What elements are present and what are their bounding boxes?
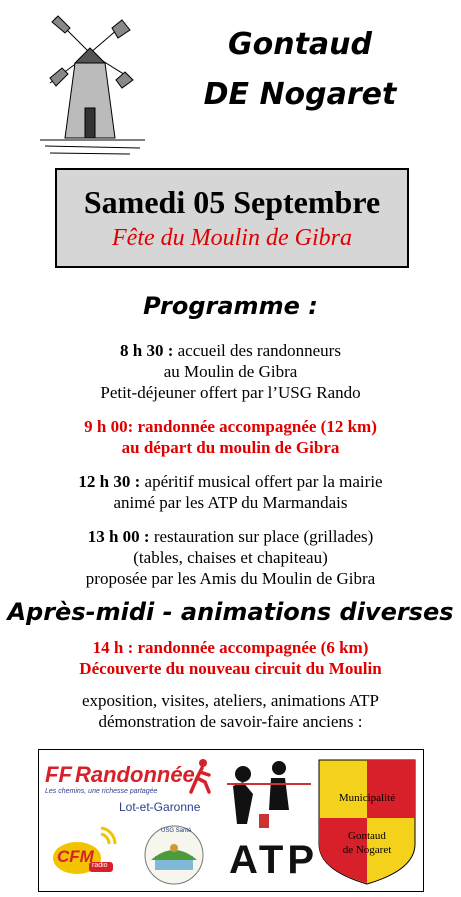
- programme-item-3-text: apéritif musical offert par la mairie: [140, 472, 383, 491]
- date-box: [55, 168, 409, 268]
- ffr-ff-text: FF: [45, 762, 72, 787]
- programme-item-2-line2: au départ du moulin de Gibra: [121, 438, 340, 457]
- programme-item-1-line3: Petit-déjeuner offert par l’USG Rando: [100, 383, 361, 402]
- hiker-icon: [187, 758, 213, 794]
- usg-text: USG Santé: [161, 828, 192, 834]
- afternoon-heading: Après-midi - animations diverses: [7, 598, 454, 626]
- afternoon-line2: démonstration de savoir-faire anciens :: [98, 712, 363, 731]
- ffr-tagline: Les chemins, une richesse partagée: [45, 788, 158, 795]
- cfm-small-text: radio: [92, 862, 108, 869]
- header-title-line1: Gontaud: [227, 27, 372, 62]
- municipalite-shield: [317, 758, 417, 886]
- atp-text: ATP: [229, 838, 319, 882]
- municipalite-name-1: Gontaud: [348, 830, 386, 842]
- programme-item-3-line1: [0, 471, 461, 492]
- afternoon-red-line2: Découverte du nouveau circuit du Moulin: [79, 659, 382, 678]
- cfm-radio-logo: [49, 824, 119, 884]
- programme-item-3-line2: animé par les ATP du Marmandais: [113, 493, 348, 512]
- event-subtitle: Fête du Moulin de Gibra: [112, 225, 352, 251]
- municipalite-label: Municipalité: [338, 792, 396, 804]
- header-title-line2: DE Nogaret: [203, 77, 397, 112]
- programme-item-4-line2: (tables, chaises et chapiteau): [133, 548, 328, 567]
- afternoon-red-line1: 14 h : randonnée accompagnée (6 km): [92, 638, 369, 657]
- programme-item-1-text: accueil des randonneurs: [173, 341, 341, 360]
- ffr-region: Lot-et-Garonne: [119, 800, 201, 814]
- programme-item-4-text: restauration sur place (grillades): [149, 527, 374, 546]
- programme-heading: Programme :: [143, 292, 318, 320]
- usg-logo: [141, 824, 207, 886]
- windmill-illustration: [30, 8, 150, 158]
- event-date: Samedi 05 Septembre: [83, 184, 381, 220]
- ffr-word-text: Randonnée: [75, 762, 195, 787]
- programme-item-1-time: 8 h 30 :: [120, 341, 174, 360]
- atp-logo: [223, 754, 319, 888]
- programme-item-3-time: 12 h 30 :: [78, 472, 141, 491]
- afternoon-line1: exposition, visites, ateliers, animations ATP: [81, 691, 379, 710]
- programme-item-1-line1: [0, 340, 461, 361]
- sponsor-logos-frame: [38, 749, 424, 892]
- programme-item-4-line1: [0, 526, 461, 547]
- ffrandonnee-logo: [45, 758, 215, 818]
- programme-item-2-line1: 9 h 00: randonnée accompagnée (12 km): [84, 417, 377, 436]
- programme-item-1-line2: au Moulin de Gibra: [163, 362, 298, 381]
- programme-item-4-time: 13 h 00 :: [87, 527, 150, 546]
- cfm-text: CFM: [57, 847, 94, 866]
- programme-item-4-line3: proposée par les Amis du Moulin de Gibra: [85, 569, 376, 588]
- municipalite-name-2: de Nogaret: [342, 844, 392, 856]
